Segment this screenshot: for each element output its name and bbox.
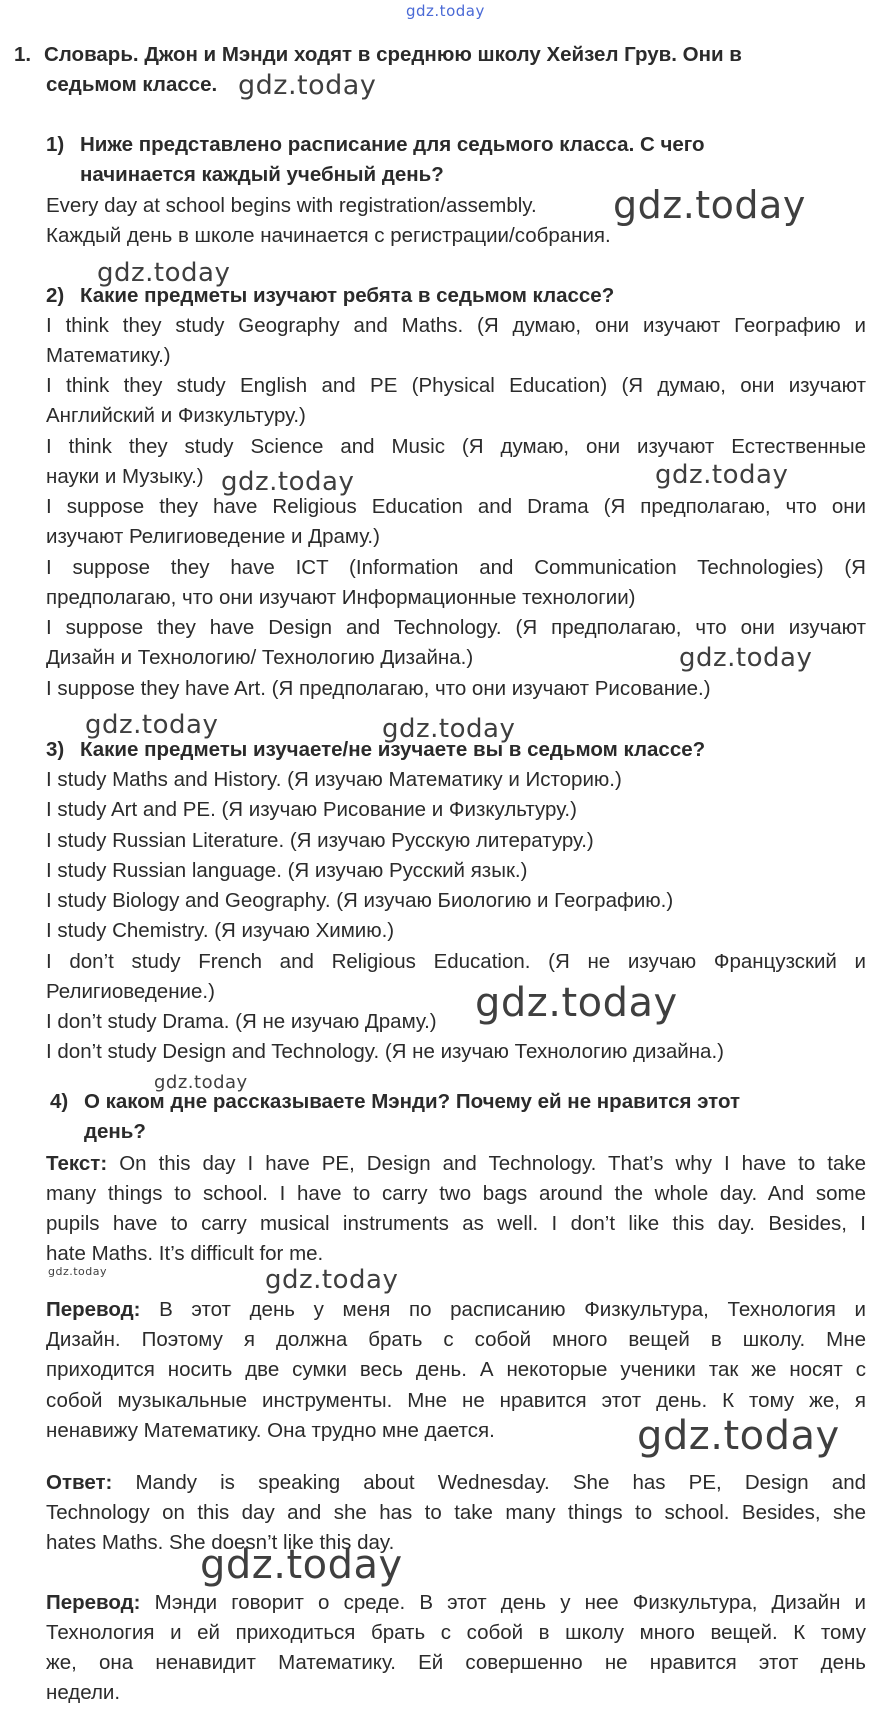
- watermark: gdz.today: [655, 460, 789, 490]
- answer-translation-line: [46, 1588, 866, 1618]
- question-3-number: 3): [46, 738, 65, 761]
- question-2-title: Какие предметы изучают ребята в седьмом классе?: [80, 284, 615, 307]
- text-line: hate Maths. It’s difficult for me.: [46, 1242, 324, 1265]
- answer-line: I suppose they have Religious Education and Drama (Я предполагаю, что они: [46, 495, 866, 518]
- answer-line: Религиоведение.): [46, 980, 215, 1003]
- task-number: 1.: [14, 43, 32, 66]
- answer-line: I study Maths and History. (Я изучаю Математику и Историю.): [46, 768, 622, 791]
- text-line: pupils have to carry musical instruments as well. I don’t like this day. Besides, I: [46, 1212, 866, 1235]
- watermark: gdz.today: [475, 980, 678, 1026]
- answer-line: I study Art and PE. (Я изучаю Рисование и Физкультуру.): [46, 798, 577, 821]
- answer-line: Every day at school begins with registration/assembly.: [46, 194, 537, 217]
- watermark: gdz.today: [154, 1072, 248, 1093]
- answer-line: I think they study English and PE (Physical Education) (Я думаю, они изучают: [46, 374, 866, 397]
- task-line-2: седьмом классе.: [46, 73, 218, 96]
- answer-line: I study Chemistry. (Я изучаю Химию.): [46, 919, 395, 942]
- answer-line: hates Maths. She doesn’t like this day.: [46, 1531, 395, 1554]
- answer-line-1: Mandy is speaking about Wednesday. She has PE, Design and: [135, 1471, 866, 1494]
- question-2-heading: [46, 281, 614, 311]
- answer-line: Английский и Физкультуру.): [46, 404, 306, 427]
- translation-line: Дизайн. Поэтому я должна брать с собой много вещей в школу. Мне: [46, 1328, 866, 1351]
- watermark: gdz.today: [265, 1265, 399, 1295]
- answer-line: I don’t study Design and Technology. (Я не изучаю Технологию дизайна.): [46, 1040, 724, 1063]
- answer-translation-label: Перевод:: [46, 1591, 141, 1614]
- task-line-1: Словарь. Джон и Мэнди ходят в среднюю школу Хейзел Грув. Они в: [44, 43, 742, 66]
- answer-label: Ответ:: [46, 1471, 113, 1494]
- question-2-number: 2): [46, 284, 65, 307]
- answer-line: науки и Музыку.): [46, 465, 204, 488]
- watermark: gdz.today: [637, 1413, 840, 1459]
- answer-line: I think they study Science and Music (Я думаю, они изучают Естественные: [46, 435, 866, 458]
- watermark: gdz.today: [613, 183, 806, 227]
- watermark: gdz.today: [200, 1542, 403, 1588]
- answer-line: I suppose they have Art. (Я предполагаю, что они изучают Рисование.): [46, 677, 711, 700]
- answer-line: Каждый день в школе начинается с регистрации/собрания.: [46, 224, 611, 247]
- translation-line: приходится носить две сумки весь день. А некоторые ученики так же носят с: [46, 1358, 866, 1381]
- watermark: gdz.today: [382, 714, 516, 744]
- watermark: gdz.today: [48, 1265, 108, 1278]
- text-line-1: On this day I have PE, Design and Technology. That’s why I have to take: [119, 1152, 867, 1175]
- watermark: gdz.today: [679, 643, 813, 673]
- translation-line: [46, 1295, 866, 1325]
- answer-line: Technology on this day and she has to take many things to school. Besides, she: [46, 1501, 866, 1524]
- question-4-line-2: день?: [84, 1120, 146, 1143]
- question-1-heading: [46, 130, 705, 160]
- question-1-line-1: Ниже представлено расписание для седьмого класса. С чего: [80, 133, 705, 156]
- question-4-line-1: О каком дне рассказываете Мэнди? Почему ей не нравится этот: [84, 1090, 740, 1113]
- answer-line: I suppose they have ICT (Information and Communication Technologies) (Я: [46, 556, 866, 579]
- question-1-number: 1): [46, 133, 65, 156]
- answer-line: I don’t study Drama. (Я не изучаю Драму.): [46, 1010, 437, 1033]
- watermark: gdz.today: [238, 70, 377, 101]
- answer-line: I study Russian Literature. (Я изучаю Русскую литературу.): [46, 829, 594, 852]
- watermark: gdz.today: [406, 2, 485, 20]
- watermark: gdz.today: [85, 710, 219, 740]
- question-3-heading: [46, 735, 705, 765]
- answer-line: I study Biology and Geography. (Я изучаю Биологию и Географию.): [46, 889, 674, 912]
- answer-line: Математику.): [46, 344, 171, 367]
- translation-line-1: В этот день у меня по расписанию Физкультура, Технология и: [159, 1298, 866, 1321]
- text-line: [46, 1149, 866, 1179]
- translation-line: собой музыкальные инструменты. Мне не нравится этот день. К тому же, я: [46, 1389, 866, 1412]
- translation-line: ненавижу Математику. Она трудно мне дается.: [46, 1419, 495, 1442]
- answer-line: Дизайн и Технологию/ Технологию Дизайна.): [46, 646, 474, 669]
- answer-line: предполагаю, что они изучают Информационные технологии): [46, 586, 636, 609]
- translation-label: Перевод:: [46, 1298, 141, 1321]
- answer-line: I suppose they have Design and Technology. (Я предполагаю, что они изучают: [46, 616, 866, 639]
- answer-translation-line-1: Мэнди говорит о среде. В этот день у нее Физкультура, Дизайн и: [154, 1591, 866, 1614]
- answer-line: [46, 1468, 866, 1498]
- text-label: Текст:: [46, 1152, 108, 1175]
- watermark: gdz.today: [221, 467, 355, 497]
- answer-translation-line: недели.: [46, 1681, 121, 1704]
- question-1-line-2: начинается каждый учебный день?: [80, 163, 444, 186]
- answer-line: I think they study Geography and Maths. (Я думаю, они изучают Географию и: [46, 314, 866, 337]
- answer-translation-line: Технология и ей приходиться брать с собой в школу много вещей. К тому: [46, 1621, 866, 1644]
- answer-line: I don’t study French and Religious Education. (Я не изучаю Французский и: [46, 950, 866, 973]
- question-4-number: 4): [50, 1090, 69, 1113]
- answer-line: изучают Религиоведение и Драму.): [46, 525, 380, 548]
- watermark: gdz.today: [97, 258, 231, 288]
- question-3-title: Какие предметы изучаете/не изучаете вы в седьмом классе?: [80, 738, 706, 761]
- answer-translation-line: же, она ненавидит Математику. Ей совершенно не нравится этот день: [46, 1651, 866, 1674]
- question-4-heading: [50, 1087, 740, 1117]
- answer-line: I study Russian language. (Я изучаю Русский язык.): [46, 859, 528, 882]
- text-line: many things to school. I have to carry two bags around the whole day. And some: [46, 1182, 866, 1205]
- task-heading: [14, 40, 742, 70]
